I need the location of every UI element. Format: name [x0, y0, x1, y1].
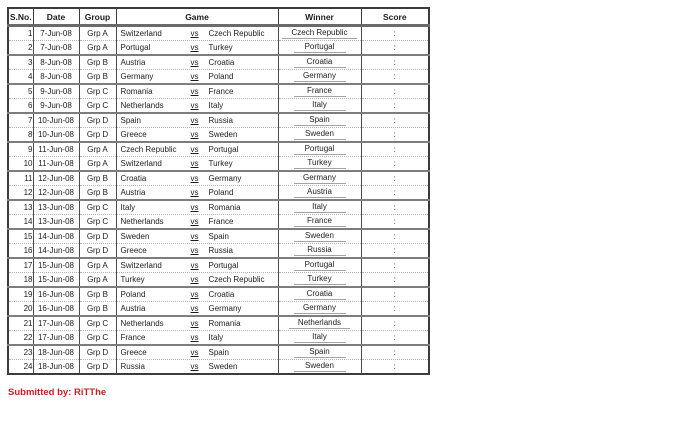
date-cell: 15-Jun-08: [33, 258, 79, 273]
serial-number-cell: 3: [8, 55, 33, 70]
table-row: [8, 186, 429, 201]
column-header-date: Date: [33, 8, 79, 26]
vs-label: vs: [190, 101, 199, 110]
table-row: [8, 331, 429, 346]
vs-label: vs: [190, 203, 199, 212]
winner-name: Sweden: [294, 361, 346, 372]
score-cell: :: [361, 316, 429, 331]
game-matchup: [117, 87, 278, 96]
game-matchup: [117, 246, 278, 255]
winner-name: Portugal: [294, 144, 346, 155]
date-cell: 11-Jun-08: [33, 157, 79, 172]
group-cell: Grp A: [79, 41, 116, 56]
game-cell: [116, 215, 278, 230]
table-row: [8, 215, 429, 230]
score-cell: :: [361, 41, 429, 56]
game-matchup: [117, 362, 278, 371]
score-cell: :: [361, 244, 429, 259]
vs-label: vs: [190, 217, 199, 226]
table-row: [8, 302, 429, 317]
game-matchup: [117, 116, 278, 125]
winner-cell: [278, 360, 361, 375]
score-cell: :: [361, 331, 429, 346]
group-cell: Grp C: [79, 316, 116, 331]
vs-label: vs: [190, 290, 199, 299]
away-team-label: Romania: [208, 319, 241, 328]
vs-label: vs: [190, 232, 199, 241]
winner-name: Sweden: [294, 129, 346, 140]
winner-name: Italy: [294, 202, 346, 213]
date-cell: 13-Jun-08: [33, 215, 79, 230]
home-team-label: Austria: [120, 304, 146, 313]
serial-number-cell: 12: [8, 186, 33, 201]
table-row: [8, 99, 429, 114]
game-matchup: [117, 290, 278, 299]
serial-number-cell: 6: [8, 99, 33, 114]
game-matchup: [117, 174, 278, 183]
date-cell: 8-Jun-08: [33, 55, 79, 70]
score-cell: :: [361, 215, 429, 230]
game-matchup: [117, 43, 278, 52]
score-cell: :: [361, 186, 429, 201]
winner-name: France: [294, 216, 346, 227]
date-cell: 7-Jun-08: [33, 26, 79, 41]
vs-label: vs: [190, 261, 199, 270]
game-matchup: [117, 29, 278, 38]
game-matchup: [117, 217, 278, 226]
away-team-label: Spain: [208, 348, 229, 357]
game-matchup: [117, 159, 278, 168]
game-cell: [116, 229, 278, 244]
away-team-label: Poland: [208, 72, 234, 81]
serial-number-cell: 4: [8, 70, 33, 85]
home-team-label: Netherlands: [120, 101, 164, 110]
away-team-label: Croatia: [208, 290, 235, 299]
date-cell: 12-Jun-08: [33, 171, 79, 186]
group-cell: Grp C: [79, 99, 116, 114]
table-row: [8, 70, 429, 85]
score-cell: :: [361, 171, 429, 186]
serial-number-cell: 22: [8, 331, 33, 346]
score-cell: :: [361, 229, 429, 244]
winner-cell: [278, 287, 361, 302]
group-cell: Grp A: [79, 273, 116, 288]
serial-number-cell: 21: [8, 316, 33, 331]
game-matchup: [117, 261, 278, 270]
game-matchup: [117, 188, 278, 197]
home-team-label: Netherlands: [120, 319, 164, 328]
game-matchup: [117, 232, 278, 241]
away-team-label: Portugal: [208, 145, 239, 154]
date-cell: 8-Jun-08: [33, 70, 79, 85]
winner-cell: [278, 345, 361, 360]
vs-label: vs: [190, 188, 199, 197]
table-row: [8, 229, 429, 244]
winner-name: Italy: [294, 100, 346, 111]
vs-label: vs: [190, 145, 199, 154]
winner-name: Turkey: [294, 158, 346, 169]
winner-cell: [278, 84, 361, 99]
winner-cell: [278, 215, 361, 230]
vs-label: vs: [190, 333, 199, 342]
table-row: [8, 128, 429, 143]
home-team-label: Switzerland: [120, 159, 162, 168]
winner-cell: [278, 41, 361, 56]
serial-number-cell: 17: [8, 258, 33, 273]
game-cell: [116, 345, 278, 360]
serial-number-cell: 19: [8, 287, 33, 302]
group-cell: Grp B: [79, 70, 116, 85]
table-row: [8, 55, 429, 70]
away-team-label: Turkey: [208, 43, 233, 52]
table-row: [8, 26, 429, 41]
winner-name: Russia: [294, 245, 346, 256]
column-header-winner: Winner: [278, 8, 361, 26]
winner-cell: [278, 55, 361, 70]
home-team-label: Greece: [120, 348, 147, 357]
winner-cell: [278, 258, 361, 273]
home-team-label: Portugal: [120, 43, 151, 52]
winner-name: Portugal: [294, 260, 346, 271]
winner-name: Spain: [294, 115, 346, 126]
winner-name: Spain: [294, 347, 346, 358]
vs-label: vs: [190, 130, 199, 139]
date-cell: 7-Jun-08: [33, 41, 79, 56]
column-header-sno: S.No.: [8, 8, 33, 26]
date-cell: 10-Jun-08: [33, 128, 79, 143]
winner-cell: [278, 316, 361, 331]
winner-cell: [278, 171, 361, 186]
serial-number-cell: 20: [8, 302, 33, 317]
serial-number-cell: 13: [8, 200, 33, 215]
winner-name: France: [294, 86, 346, 97]
home-team-label: Russia: [120, 362, 145, 371]
winner-name: Croatia: [294, 57, 346, 68]
score-cell: :: [361, 26, 429, 41]
winner-name: Netherlands: [289, 318, 350, 329]
table-row: [8, 200, 429, 215]
game-cell: [116, 360, 278, 375]
game-cell: [116, 273, 278, 288]
serial-number-cell: 11: [8, 171, 33, 186]
away-team-label: Turkey: [208, 159, 233, 168]
away-team-label: Romania: [208, 203, 241, 212]
game-cell: [116, 287, 278, 302]
winner-cell: [278, 157, 361, 172]
away-team-label: Germany: [208, 304, 242, 313]
group-cell: Grp A: [79, 258, 116, 273]
away-team-label: Germany: [208, 174, 242, 183]
winner-cell: [278, 186, 361, 201]
winner-name: Germany: [294, 71, 346, 82]
serial-number-cell: 8: [8, 128, 33, 143]
away-team-label: Italy: [208, 101, 224, 110]
away-team-label: Poland: [208, 188, 234, 197]
score-cell: :: [361, 84, 429, 99]
vs-label: vs: [190, 275, 199, 284]
home-team-label: Poland: [120, 290, 146, 299]
home-team-label: Greece: [120, 130, 147, 139]
serial-number-cell: 24: [8, 360, 33, 375]
date-cell: 17-Jun-08: [33, 316, 79, 331]
group-cell: Grp C: [79, 215, 116, 230]
column-header-game: Game: [116, 8, 278, 26]
table-row: [8, 41, 429, 56]
match-schedule-table: [7, 7, 430, 375]
table-row: [8, 84, 429, 99]
game-matchup: [117, 348, 278, 357]
date-cell: 18-Jun-08: [33, 360, 79, 375]
score-cell: :: [361, 287, 429, 302]
vs-label: vs: [190, 72, 199, 81]
winner-cell: [278, 302, 361, 317]
submitted-by-note: Submitted by: RiTThe: [8, 387, 107, 398]
date-cell: 11-Jun-08: [33, 142, 79, 157]
score-cell: :: [361, 345, 429, 360]
group-cell: Grp A: [79, 157, 116, 172]
date-cell: 16-Jun-08: [33, 287, 79, 302]
table-row: [8, 171, 429, 186]
away-team-label: Sweden: [208, 362, 238, 371]
serial-number-cell: 18: [8, 273, 33, 288]
game-matchup: [117, 319, 278, 328]
serial-number-cell: 2: [8, 41, 33, 56]
group-cell: Grp D: [79, 229, 116, 244]
group-cell: Grp B: [79, 302, 116, 317]
table-row: [8, 316, 429, 331]
game-matchup: [117, 130, 278, 139]
game-cell: [116, 70, 278, 85]
schedule-body: [8, 26, 429, 375]
home-team-label: Romania: [120, 87, 153, 96]
serial-number-cell: 5: [8, 84, 33, 99]
group-cell: Grp D: [79, 345, 116, 360]
away-team-label: France: [208, 217, 234, 226]
home-team-label: Greece: [120, 246, 147, 255]
table-row: [8, 287, 429, 302]
game-matchup: [117, 145, 278, 154]
away-team-label: Croatia: [208, 58, 235, 67]
vs-label: vs: [190, 319, 199, 328]
winner-cell: [278, 200, 361, 215]
winner-cell: [278, 273, 361, 288]
game-cell: [116, 55, 278, 70]
group-cell: Grp C: [79, 84, 116, 99]
winner-name: Croatia: [294, 289, 346, 300]
away-team-label: Italy: [208, 333, 224, 342]
vs-label: vs: [190, 304, 199, 313]
winner-cell: [278, 99, 361, 114]
game-cell: [116, 244, 278, 259]
winner-cell: [278, 128, 361, 143]
table-row: [8, 113, 429, 128]
game-matchup: [117, 101, 278, 110]
game-matchup: [117, 304, 278, 313]
date-cell: 9-Jun-08: [33, 99, 79, 114]
away-team-label: France: [208, 87, 234, 96]
date-cell: 18-Jun-08: [33, 345, 79, 360]
game-cell: [116, 171, 278, 186]
date-cell: 13-Jun-08: [33, 200, 79, 215]
home-team-label: Czech Republic: [120, 145, 177, 154]
group-cell: Grp D: [79, 244, 116, 259]
group-cell: Grp C: [79, 200, 116, 215]
vs-label: vs: [190, 43, 199, 52]
home-team-label: Italy: [120, 203, 136, 212]
game-matchup: [117, 275, 278, 284]
score-cell: :: [361, 99, 429, 114]
serial-number-cell: 23: [8, 345, 33, 360]
home-team-label: Switzerland: [120, 29, 162, 38]
date-cell: 14-Jun-08: [33, 229, 79, 244]
vs-label: vs: [190, 348, 199, 357]
vs-label: vs: [190, 87, 199, 96]
game-cell: [116, 258, 278, 273]
winner-name: Germany: [294, 173, 346, 184]
serial-number-cell: 16: [8, 244, 33, 259]
game-cell: [116, 331, 278, 346]
group-cell: Grp C: [79, 331, 116, 346]
date-cell: 10-Jun-08: [33, 113, 79, 128]
column-header-score: Score: [361, 8, 429, 26]
vs-label: vs: [190, 174, 199, 183]
date-cell: 14-Jun-08: [33, 244, 79, 259]
game-cell: [116, 316, 278, 331]
game-matchup: [117, 203, 278, 212]
game-cell: [116, 142, 278, 157]
vs-label: vs: [190, 246, 199, 255]
home-team-label: Austria: [120, 58, 146, 67]
away-team-label: Russia: [208, 116, 233, 125]
winner-name: Portugal: [294, 42, 346, 53]
vs-label: vs: [190, 58, 199, 67]
group-cell: Grp B: [79, 171, 116, 186]
winner-name: Austria: [294, 187, 346, 198]
score-cell: :: [361, 273, 429, 288]
winner-cell: [278, 26, 361, 41]
game-matchup: [117, 72, 278, 81]
winner-cell: [278, 70, 361, 85]
away-team-label: Czech Republic: [208, 29, 265, 38]
home-team-label: Sweden: [120, 232, 150, 241]
table-row: [8, 157, 429, 172]
game-cell: [116, 302, 278, 317]
vs-label: vs: [190, 29, 199, 38]
home-team-label: Germany: [120, 72, 154, 81]
score-cell: :: [361, 360, 429, 375]
home-team-label: Switzerland: [120, 261, 162, 270]
winner-name: Germany: [294, 303, 346, 314]
serial-number-cell: 14: [8, 215, 33, 230]
away-team-label: Spain: [208, 232, 229, 241]
score-cell: :: [361, 142, 429, 157]
away-team-label: Czech Republic: [208, 275, 265, 284]
score-cell: :: [361, 157, 429, 172]
home-team-label: Croatia: [120, 174, 147, 183]
score-cell: :: [361, 113, 429, 128]
group-cell: Grp D: [79, 128, 116, 143]
game-cell: [116, 128, 278, 143]
home-team-label: Turkey: [120, 275, 145, 284]
game-cell: [116, 84, 278, 99]
score-cell: :: [361, 70, 429, 85]
home-team-label: France: [120, 333, 146, 342]
winner-cell: [278, 113, 361, 128]
serial-number-cell: 9: [8, 142, 33, 157]
vs-label: vs: [190, 362, 199, 371]
winner-name: Czech Republic: [282, 28, 356, 39]
score-cell: :: [361, 200, 429, 215]
winner-name: Sweden: [294, 231, 346, 242]
table-header-row: [8, 8, 429, 26]
winner-cell: [278, 244, 361, 259]
game-cell: [116, 113, 278, 128]
serial-number-cell: 7: [8, 113, 33, 128]
home-team-label: Austria: [120, 188, 146, 197]
game-cell: [116, 41, 278, 56]
away-team-label: Portugal: [208, 261, 239, 270]
game-cell: [116, 200, 278, 215]
date-cell: 12-Jun-08: [33, 186, 79, 201]
game-cell: [116, 157, 278, 172]
score-cell: :: [361, 55, 429, 70]
group-cell: Grp B: [79, 186, 116, 201]
table-row: [8, 244, 429, 259]
game-matchup: [117, 58, 278, 67]
group-cell: Grp D: [79, 360, 116, 375]
game-cell: [116, 26, 278, 41]
date-cell: 15-Jun-08: [33, 273, 79, 288]
winner-name: Italy: [294, 332, 346, 343]
table-row: [8, 258, 429, 273]
group-cell: Grp B: [79, 55, 116, 70]
score-cell: :: [361, 258, 429, 273]
game-matchup: [117, 333, 278, 342]
table-row: [8, 273, 429, 288]
score-cell: :: [361, 128, 429, 143]
winner-name: Turkey: [294, 274, 346, 285]
group-cell: Grp B: [79, 287, 116, 302]
game-cell: [116, 186, 278, 201]
table-row: [8, 142, 429, 157]
score-cell: :: [361, 302, 429, 317]
away-team-label: Sweden: [208, 130, 238, 139]
serial-number-cell: 1: [8, 26, 33, 41]
column-header-group: Group: [79, 8, 116, 26]
date-cell: 17-Jun-08: [33, 331, 79, 346]
table-row: [8, 360, 429, 375]
table-row: [8, 345, 429, 360]
date-cell: 9-Jun-08: [33, 84, 79, 99]
group-cell: Grp A: [79, 142, 116, 157]
group-cell: Grp A: [79, 26, 116, 41]
winner-cell: [278, 229, 361, 244]
date-cell: 16-Jun-08: [33, 302, 79, 317]
vs-label: vs: [190, 159, 199, 168]
serial-number-cell: 15: [8, 229, 33, 244]
winner-cell: [278, 142, 361, 157]
home-team-label: Spain: [120, 116, 141, 125]
away-team-label: Russia: [208, 246, 233, 255]
serial-number-cell: 10: [8, 157, 33, 172]
group-cell: Grp D: [79, 113, 116, 128]
home-team-label: Netherlands: [120, 217, 164, 226]
winner-cell: [278, 331, 361, 346]
game-cell: [116, 99, 278, 114]
vs-label: vs: [190, 116, 199, 125]
